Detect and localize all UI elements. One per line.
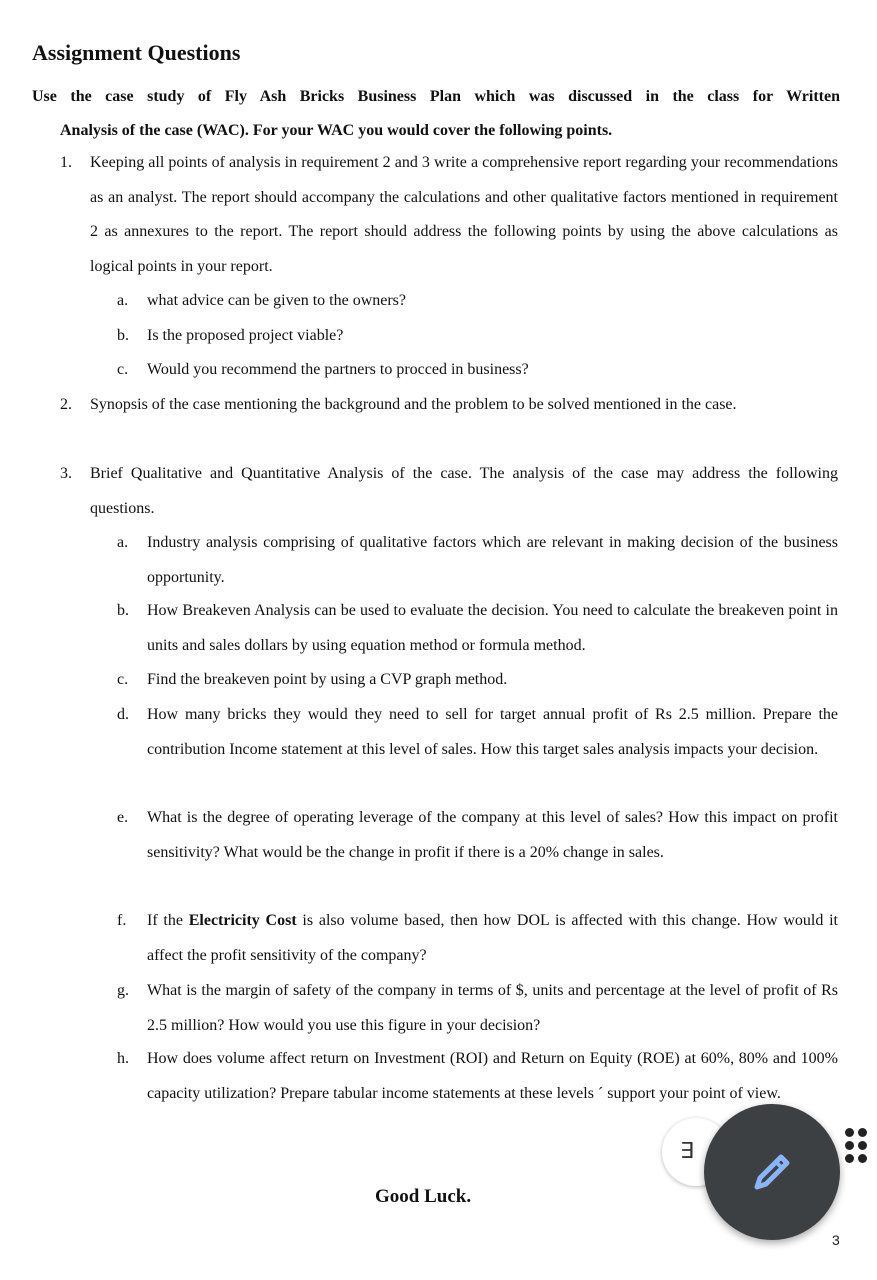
sub-text: what advice can be given to the owners? [147, 292, 407, 309]
sub-text: Industry analysis comprising of qualitative factors which are relevant in making decision of the business opportunity. [147, 534, 838, 586]
pencil-icon [747, 1147, 797, 1197]
sub-item-1b [117, 319, 838, 354]
list-item-2 [60, 388, 838, 423]
sub-text-pre: If the [147, 912, 189, 929]
sub-text: Find the breakeven point by using a CVP graph method. [147, 671, 508, 688]
list-text: Brief Qualitative and Quantitative Analysis of the case. The analysis of the case may address the following questions. [90, 465, 838, 517]
sub-letter: c. [117, 361, 129, 378]
page-title: Assignment Questions [32, 40, 241, 65]
list-item-3 [60, 457, 838, 526]
more-dots-icon[interactable] [845, 1128, 873, 1168]
sub-text: What is the margin of safety of the company in terms of $, units and percentage at the level of profit of Rs 2.5 million? How would you use this figure in your decision? [147, 982, 838, 1034]
list-number: 2. [60, 396, 72, 413]
list-number: 3. [60, 465, 72, 482]
sub-item-3f [117, 904, 838, 973]
list-text: Synopsis of the case mentioning the background and the problem to be solved mentioned in the case. [90, 396, 737, 413]
sub-item-1c [117, 353, 838, 388]
sub-item-3g [117, 974, 838, 1043]
secondary-button-glyph: ∃ [680, 1138, 694, 1163]
sub-item-3b [117, 594, 838, 663]
sub-text-post: is also volume based, then how DOL is affected with this change. How would it affect the profit sensitivity of the company? [147, 912, 838, 964]
sub-item-3e [117, 801, 838, 870]
intro-paragraph [32, 80, 840, 148]
sub-letter: b. [117, 327, 129, 344]
sub-letter: e. [117, 809, 129, 826]
sub-letter: h. [117, 1050, 129, 1067]
sub-text: How many bricks they would they need to sell for target annual profit of Rs 2.5 million. Prepare the contribution Income statement at this level of sales. How this target sales analysis impacts your decision. [147, 706, 838, 758]
edit-floating-button[interactable] [704, 1104, 840, 1240]
list-number: 1. [60, 154, 72, 171]
intro-line-1: Use the case study of Fly Ash Bricks Business Plan which was discussed in the class for Written [32, 88, 840, 105]
electricity-cost-term: Electricity Cost [188, 912, 297, 929]
sub-item-3a [117, 526, 838, 595]
sub-text: What is the degree of operating leverage of the company at this level of sales? How this impact on profit sensitivity? What would be the change in profit if there is a 20% change in sales. [147, 809, 838, 861]
page-number: 3 [832, 1232, 840, 1248]
sub-text: How does volume affect return on Investment (ROI) and Return on Equity (ROE) at 60%, 80% and 100% capacity utilization? Prepare tabular income statements at these levels ´ support your point of view. [147, 1050, 838, 1102]
list-item-1 [60, 146, 838, 284]
sub-letter: c. [117, 671, 129, 688]
sub-item-3d [117, 698, 838, 767]
sub-letter: a. [117, 534, 129, 551]
sub-letter: a. [117, 292, 129, 309]
sub-text: Would you recommend the partners to procced in business? [147, 361, 529, 378]
sub-letter: f. [117, 912, 127, 929]
sub-text [147, 904, 838, 973]
sub-item-3c [117, 663, 838, 698]
sub-text: How Breakeven Analysis can be used to evaluate the decision. You need to calculate the breakeven point in units and sales dollars by using equation method or formula method. [147, 602, 838, 654]
sub-item-1a [117, 284, 838, 319]
intro-line-2: Analysis of the case (WAC). For your WAC you would cover the following points. [60, 122, 613, 139]
sub-text: Is the proposed project viable? [147, 327, 344, 344]
closing-text: Good Luck. [375, 1186, 472, 1207]
sub-letter: d. [117, 706, 129, 723]
sub-letter: g. [117, 982, 129, 999]
sub-item-3h [117, 1042, 838, 1111]
sub-letter: b. [117, 602, 129, 619]
list-text: Keeping all points of analysis in requirement 2 and 3 write a comprehensive report regarding your recommendations as an analyst. The report should accompany the calculations and other qualitative factors mentioned in requirement 2 as annexures to the report. The report should address the following points by using the above calculations as logical points in your report. [90, 154, 838, 275]
